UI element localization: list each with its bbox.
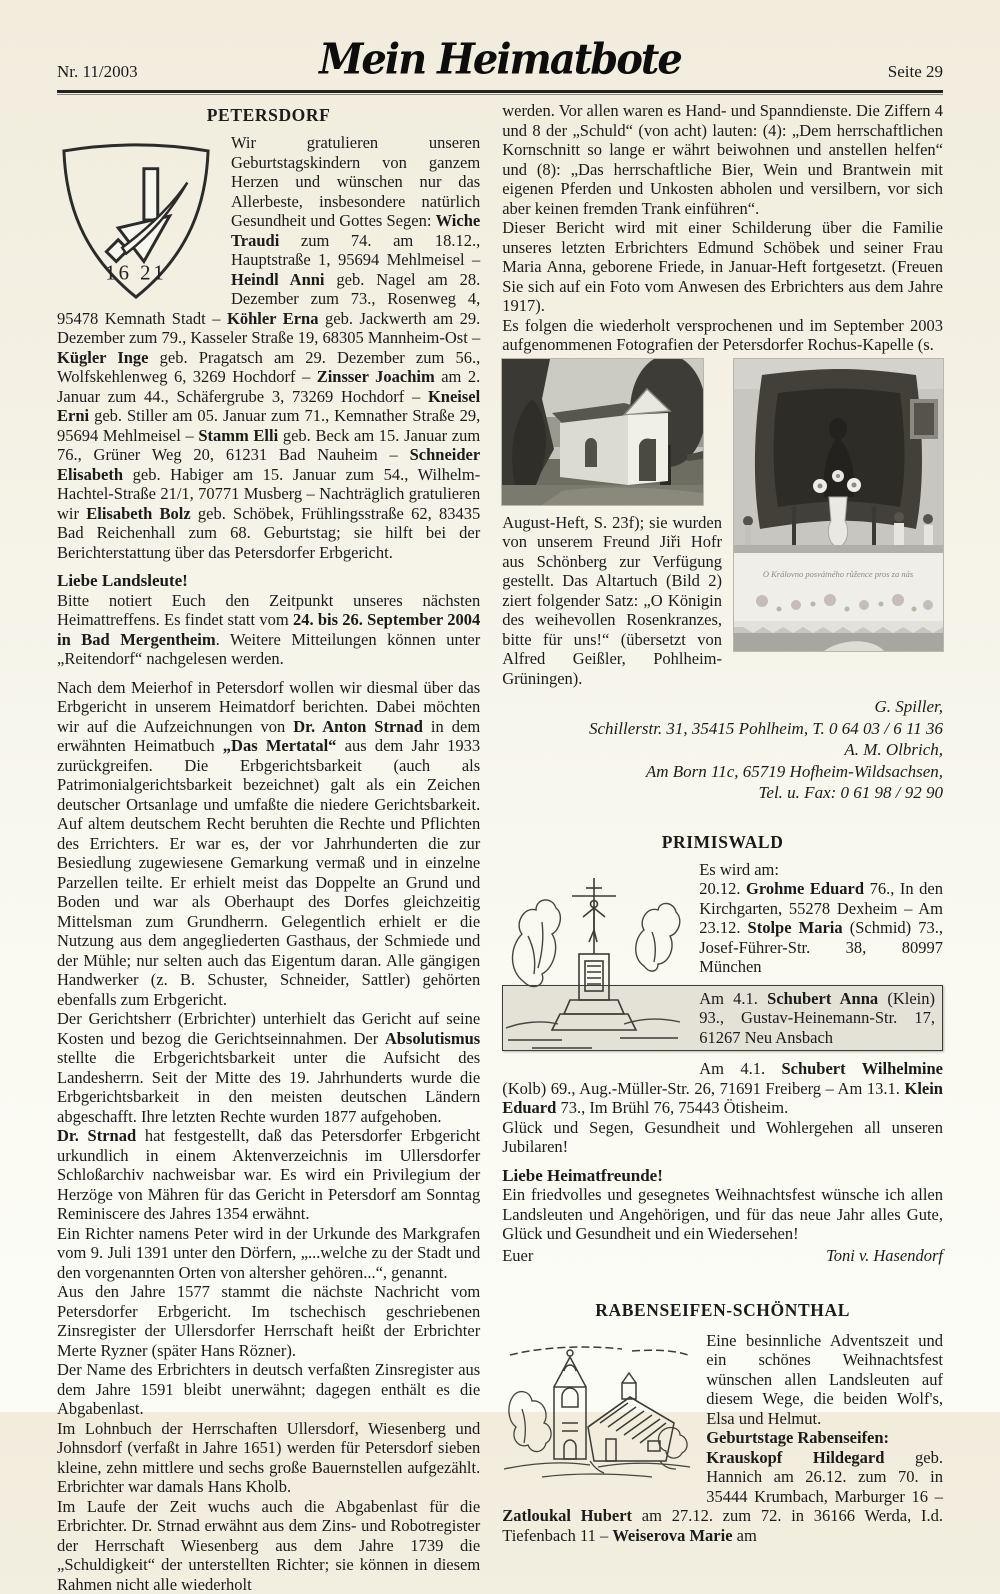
primiswald-paragraph: Es wird am: — [502, 860, 943, 880]
altar-photo — [734, 359, 943, 651]
petersdorf-paragraph: Der Gerichtsherr (Erbrichter) unterhielt das Gericht auf seine Kosten und bezog die Gerichtseinnahmen. Der Absolutismus stellte die Erbgerichtsbarkeit unter die Aufsicht des Landesherrn. Seit der Mitte des 19. Jahrhunderts wurde die Erbgerichtsbarkeit in den meisten deutschen Ländern abgeschafft. Ihre letzten Rechte wurden 1877 aufgehoben. — [57, 1009, 480, 1126]
petersdorf-paragraph: Der Name des Erbrichters in deutsch verfaßten Zinsregister aus dem Jahre 1591 bleibt unerwähnt; dagegen enthält es die Abgabenlast. — [57, 1360, 480, 1419]
petersdorf-paragraph: Ein Richter namens Peter wird in der Urkunde des Markgrafen vom 9. Juli 1391 unter den Dörfern, „...welche zu der Stadt und den vorgenannten Orten von altersher gehören...“, genannt. — [57, 1224, 480, 1283]
primiswald-paragraph: Am 4.1. Schubert Wilhelmine (Kolb) 69., Aug.-Müller-Str. 26, 71691 Freiberg – Am 13.1. Klein Eduard 73., Im Brühl 76, 75443 Ötisheim. — [502, 1059, 943, 1118]
continuation-paragraph: Dieser Bericht wird mit einer Schilderung über die Familie unseres letzten Erbrichters Edmund Schöbek und seiner Frau Maria Anna, geborene Friede, in Januar-Heft fortgesetzt. (Freuen Sie sich auf ein Foto vom Anwesen des Erbrichters aus dem Jahre 1917). — [502, 218, 943, 316]
petersdorf-paragraph: Bitte notiert Euch den Zeitpunkt unseres nächsten Heimattreffens. Es findet statt vom 24. bis 26. September 2004 in Bad Mergentheim. Weitere Mitteilungen können unter „Reitendorf“ nachgelesen werden. — [57, 591, 480, 669]
petersdorf-paragraph: Dr. Strnad hat festgestellt, daß das Petersdorfer Erbgericht urkundlich in einem Aktenverzeichnis im Ullersdorfer Schloßarchiv nachweisbar war. Es wird ein Privilegium der Herzöge von Mähren für das Gericht in Petersdorf am Sonntag Reminiscere des Jahres 1354 erwähnt. — [57, 1126, 480, 1224]
issue-number: Nr. 11/2003 — [57, 62, 138, 82]
svg-text:16 21: 16 21 — [105, 262, 166, 284]
page-number: Seite 29 — [888, 62, 943, 82]
petersdorf-paragraph: Im Laufe der Zeit wuchs auch die Abgabenlast für die Erbrichter. Dr. Strnad erwähnt aus dem Zins- und Robotregister der Herrschaft Wiesenberg aus dem Jahre 1739 die „Schuldigkeit“ der unterstellten Richter; sie können in diesem Rahmen nicht alle wiederholt — [57, 1497, 480, 1594]
contact-line: Am Born 11c, 65719 Hofheim-Wildsachsen, — [502, 761, 943, 783]
continuation-paragraph: Es folgen die wiederholt versprochenen und im September 2003 aufgenommenen Fotografien der Petersdorfer Rochus-Kapelle (s. — [502, 316, 943, 355]
heimatfreunde-heading: Liebe Heimatfreunde! — [502, 1166, 943, 1186]
primiswald-paragraph: 20.12. Grohme Eduard 76., In den Kirchgarten, 55278 Dexheim – Am 23.12. Stolpe Maria (Schmid) 73., Josef-Führer-Str. 38, 80997 München — [502, 879, 943, 977]
contact-line: A. M. Olbrich, — [502, 739, 943, 761]
page-header — [57, 40, 943, 90]
rabenseifen-paragraph: Eine besinnliche Adventszeit und ein schönes Weihnachtsfest wünschen allen Landsleuten auf diesem Wege, die beiden Wolf's, Elsa und Helmut. — [502, 1331, 943, 1429]
petersdorf-paragraph: Im Lohnbuch der Herrschaften Ullersdorf, Wiesenberg und Johnsdorf (verfaßt in Jahre 1651) werden für Petersdorf sieben kleine, zehn mittlere und sechs große Bauernstellen aufgezählt. Erbrichter war damals Hans Kholb. — [57, 1419, 480, 1497]
notice-box: Am 4.1. Schubert Anna (Klein) 93., Gustav-Heinemann-Str. 17, 61267 Neu Ansbach — [502, 985, 943, 1052]
rabenseifen-heading-line: Geburtstage Rabenseifen: — [502, 1428, 943, 1448]
contact-line: Schillerstr. 31, 35415 Pohlheim, T. 0 64 03 / 6 11 36 — [502, 718, 943, 740]
left-column — [57, 101, 480, 1594]
photo-caption-paragraph: August-Heft, S. 23f); sie wurden von unserem Freund Jiři Hofr aus Schönberg zur Verfügung gestellt. Das Altartuch (Bild 2) ziert folgender Satz: „O Königin des weihevollen Rosenkranzes, bitte für uns!“ (übersetzt von Alfred Geißler, Pohlheim-Grüningen). — [502, 513, 943, 689]
petersdorf-paragraph: Aus den Jahre 1577 stammt die nächste Nachricht vom Petersdorfer Erbgericht. Im tschechisch geschriebenen Zinsregister der Ullersdorfer Herrschaft heißt der Erbrichter Merte Ryzner (später Hans Rözner). — [57, 1282, 480, 1360]
signature-euer: Euer — [502, 1246, 533, 1266]
petersdorf-crest-icon — [57, 139, 215, 305]
header-rule — [57, 90, 943, 95]
section-title-rabenseifen: RABENSEIFEN-SCHÖNTHAL — [502, 1300, 943, 1321]
continuation-paragraph: werden. Vor allen waren es Hand- und Spanndienste. Die Ziffern 4 und 8 der „Schuld“ (von acht) lauten: (4): „Dem herrschaftlichen Kornschnitt so lange er währt beiwohnen und anstellen helfen“ und (8): „Das herrschaftliche Bier, Wein und Brantwein mit eigenen Pferden und Unkosten abholen und versilbern, vor sich aber keinen fremden Trank einführen“. — [502, 101, 943, 218]
section-title-primiswald: PRIMISWALD — [502, 832, 943, 853]
svg-text:O Královno posvátného růžence: O Královno posvátného růžence pros za nás — [763, 569, 914, 579]
contact-line: G. Spiller, — [502, 696, 943, 718]
signature-name: Toni v. Hasendorf — [826, 1246, 943, 1266]
signature-row — [502, 1246, 943, 1266]
crucifix-drawing — [502, 862, 687, 1064]
petersdorf-paragraph: Nach dem Meierhof in Petersdorf wollen wir diesmal über das Erbgericht in unserem Heimatdorf berichten. Dabei möchten wir auf die Aufzeichnungen von Dr. Anton Strnad in dem erwähnten Heimatbuch „Das Mertatal“ aus dem Jahr 1933 zurückgreifen. Die Erbgerichtsbarkeit (auch als Patrimonialgerichtsbarkeit bezeichnet) galt als ein Zeichen deutscher Ortsanlage und umfaßte die niedere Gerichtsbarkeit. Auf altem deutschem Recht beruhten die Rechte und Pflichten des Errichters. Er war es, der vor Jahrhunderten die zur Besiedlung zugewiesene Gemarkung vermaß und in einzelne Parzellen teilte. Er erhielt meist das Doppelte an Grund und Boden und war als Oberhaupt des Dorfes gleichzeitig Mittelsman zum Grundherrn. Gelegentlich erhielt er die Nutzung aus dem angegliederten Gasthaus, der Schmiede und der Mühle; nur selten auch das Eigentum daran. Alle gängigen Handwerker (z. B. Schuster, Schneider, Sattler) gehörten ebenfalls zum Erbgericht. — [57, 678, 480, 1010]
contact-block — [502, 696, 943, 804]
petersdorf-paragraph: Wir gratulieren unseren Geburtstagskindern von ganzem Herzen und wünschen nur das Allerbeste, insbesondere natürlich Gesundheit und Gottes Segen: Wiche Traudi zum 74. am 18.12., Hauptstraße 1, 95694 Mehlmeisel – Heindl Anni geb. Nagel am 28. Dezember zum 73., Rosenweg 4, 95478 Kemnath Stadt – Köhler Erna geb. Jackwerth am 29. Dezember zum 79., Kasseler Straße 19, 68305 Mannheim-Ost – Kügler Inge geb. Pragatsch am 29. Dezember zum 56., Wolfskehlenweg 6, 3269 Hochdorf – Zinsser Joachim am 2. Januar zum 44., Schäfergrube 3, 73269 Hochdorf – Kneisel Erni geb. Stiller am 05. Januar zum 71., Kemnather Straße 29, 95694 Mehlmeisel – Stamm Elli geb. Beck am 15. Januar zum 76., Grüner Weg 20, 61231 Bad Nauheim – Schneider Elisabeth geb. Habiger am 15. Januar zum 54., Wilhelm-Hachtel-Straße 21/1, 70771 Musberg – Nachträglich gratulieren wir Elisabeth Bolz geb. Schöbek, Frühlingsstraße 62, 83435 Bad Reichenhall zum 68. Geburtstag; sie hilft bei der Berichterstattung über das Petersdorfer Erbgericht. — [57, 133, 480, 562]
primiswald-paragraph: Ein friedvolles und gesegnetes Weihnachtsfest wünsche ich allen Landsleuten und Angehörigen, und für das neue Jahr alles Gute, Glück und Gesundheit und ein Wiedersehen! — [502, 1185, 943, 1244]
masthead-title: Mein Heimatbote — [57, 35, 943, 84]
primiswald-paragraph: Glück und Segen, Gesundheit und Wohlergehen all unseren Jubilaren! — [502, 1118, 943, 1157]
landsleute-heading: Liebe Landsleute! — [57, 571, 480, 591]
rabenseifen-paragraph: Krauskopf Hildegard geb. Hannich am 26.12. zum 70. in 35444 Krumbach, Marburger 16 – Zatloukal Hubert am 27.12. zum 72. in 36166 Werda, I.d. Tiefenbach 11 – Weiserova Marie am — [502, 1448, 943, 1546]
church-drawing — [502, 1335, 692, 1490]
chapel-photo — [502, 359, 703, 505]
contact-line: Tel. u. Fax: 0 61 98 / 92 90 — [502, 782, 943, 804]
right-column — [502, 101, 943, 1594]
section-title-petersdorf: PETERSDORF — [57, 105, 480, 126]
